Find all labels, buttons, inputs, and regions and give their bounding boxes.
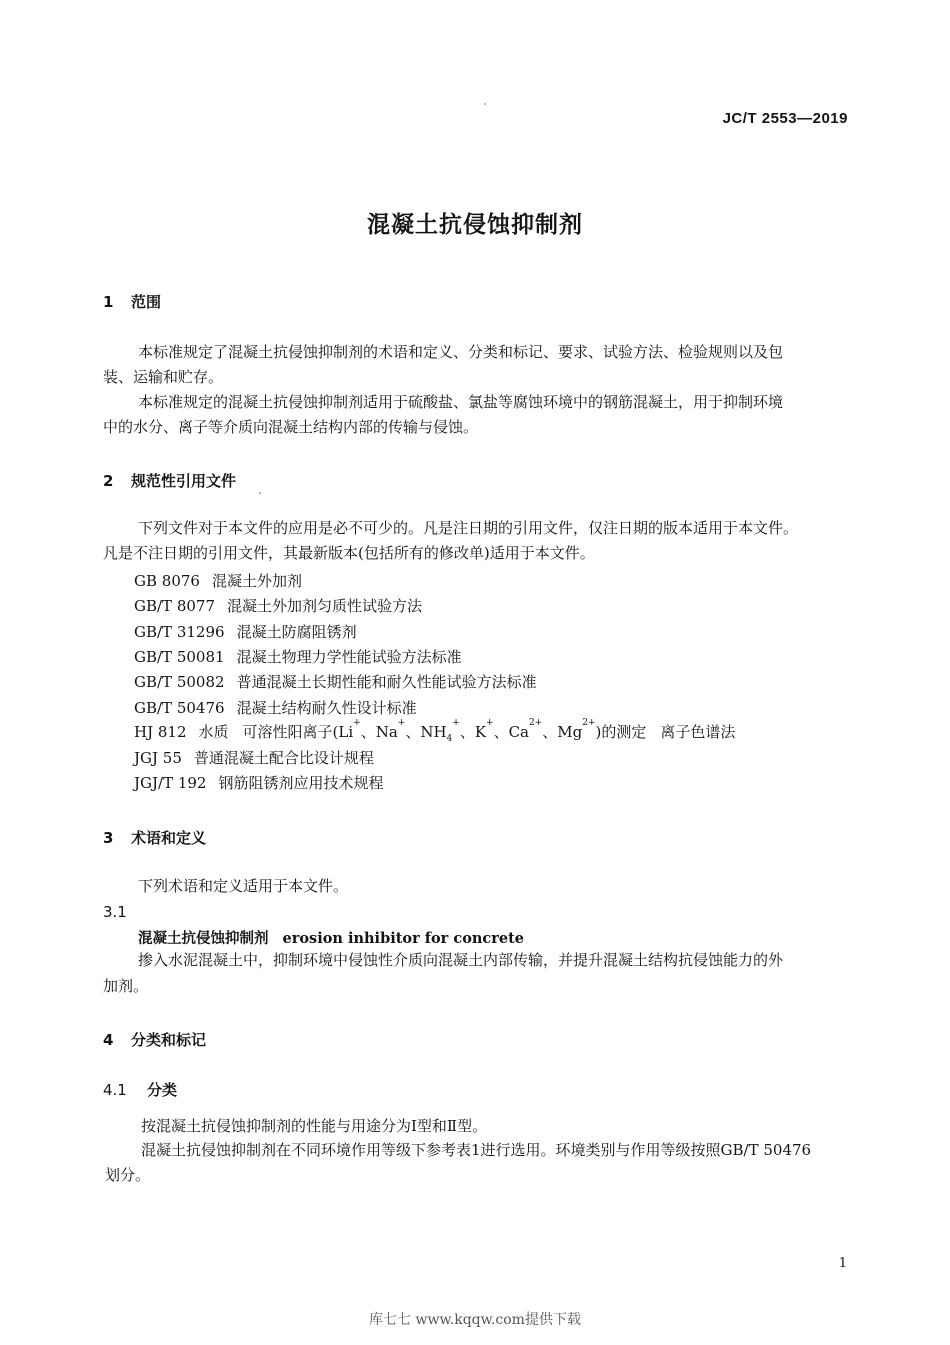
reference-code: GB/T 31296 bbox=[134, 623, 225, 641]
section-number: 3 bbox=[103, 829, 114, 847]
reference-name: 混凝土物理力学性能试验方法标准 bbox=[236, 648, 462, 666]
term-english: erosion inhibitor for concrete bbox=[282, 930, 525, 947]
download-watermark: 库七七 www.kqqw.com提供下载 bbox=[369, 1312, 581, 1328]
reference-item bbox=[134, 646, 462, 667]
reference-code: JGJ/T 192 bbox=[134, 774, 207, 792]
reference-item bbox=[134, 595, 422, 616]
reference-item bbox=[134, 570, 302, 591]
section-title: 范围 bbox=[131, 293, 162, 311]
reference-code: GB 8076 bbox=[134, 572, 200, 590]
reference-name-a: 水质 bbox=[198, 723, 229, 741]
reference-item: HJ 812 水质 可溶性阳离子(Li+、Na+、$NH_4^+$、K+、$Ca^{2+}$、$Mg^{2+}$)的测定 离子色谱法 bbox=[134, 718, 736, 744]
reference-name: 普通混凝土配合比设计规程 bbox=[193, 749, 374, 767]
reference-code: GB/T 50476 bbox=[134, 699, 225, 717]
section-number: 1 bbox=[103, 293, 114, 311]
reference-item bbox=[134, 671, 537, 692]
definition-line: 加剂。 bbox=[103, 977, 149, 995]
paragraph-line: 混凝土抗侵蚀抑制剂在不同环境作用等级下参考表1进行选用。环境类别与作用等级按照GB/T 50476 bbox=[141, 1141, 812, 1159]
section-title: 分类和标记 bbox=[131, 1031, 207, 1049]
section-4-heading bbox=[103, 1029, 206, 1050]
clause-number: 3.1 bbox=[103, 903, 127, 921]
paragraph-line: 划分。 bbox=[105, 1166, 151, 1184]
section-3-heading bbox=[103, 827, 206, 848]
reference-code: JGJ 55 bbox=[134, 749, 182, 767]
paragraph-line: 中的水分、离子等介质向混凝土结构内部的传输与侵蚀。 bbox=[103, 418, 479, 436]
paragraph-line: 本标准规定了混凝土抗侵蚀抑制剂的术语和定义、分类和标记、要求、试验方法、检验规则以及包 bbox=[138, 343, 784, 361]
paragraph-line: 下列文件对于本文件的应用是必不可少的。凡是注日期的引用文件，仅注日期的版本适用于本文件。 bbox=[138, 519, 799, 537]
subsection-title: 分类 bbox=[147, 1081, 178, 1099]
reference-name-b: 可溶性阳离子(Li bbox=[242, 723, 354, 741]
reference-name: 钢筋阻锈剂应用技术规程 bbox=[218, 774, 384, 792]
reference-code: GB/T 50082 bbox=[134, 673, 225, 691]
section-title: 规范性引用文件 bbox=[131, 472, 237, 490]
section-number: 4 bbox=[103, 1031, 114, 1049]
reference-item bbox=[134, 621, 357, 642]
section-2-heading bbox=[103, 470, 236, 491]
term-chinese: 混凝土抗侵蚀抑制剂 bbox=[138, 931, 269, 947]
reference-name-c: 离子色谱法 bbox=[660, 723, 736, 741]
definition-line: 掺入水泥混凝土中，抑制环境中侵蚀性介质向混凝土内部传输，并提升混凝土结构抗侵蚀能力的外 bbox=[138, 951, 784, 969]
term-entry bbox=[138, 927, 524, 948]
paragraph-line: 装、运输和贮存。 bbox=[103, 368, 224, 386]
section-1-heading bbox=[103, 291, 161, 312]
subsection-number: 4.1 bbox=[103, 1081, 127, 1099]
reference-name: 混凝土防腐阻锈剂 bbox=[236, 623, 357, 641]
reference-name: 混凝土外加剂 bbox=[211, 572, 302, 590]
subsection-4-1-heading bbox=[103, 1079, 177, 1100]
reference-code: GB/T 50081 bbox=[134, 648, 225, 666]
reference-name: 混凝土结构耐久性设计标准 bbox=[236, 699, 417, 717]
paragraph-line: 按混凝土抗侵蚀抑制剂的性能与用途分为Ⅰ型和Ⅱ型。 bbox=[141, 1117, 488, 1135]
reference-code: GB/T 8077 bbox=[134, 597, 216, 615]
page-number: 1 bbox=[838, 1256, 847, 1271]
reference-code: HJ 812 bbox=[134, 723, 187, 741]
scan-speck bbox=[484, 103, 486, 105]
section-number: 2 bbox=[103, 472, 114, 490]
reference-item bbox=[134, 772, 383, 793]
paragraph-line: 下列术语和定义适用于本文件。 bbox=[138, 877, 349, 895]
reference-item bbox=[134, 747, 374, 768]
paragraph-line: 凡是不注日期的引用文件，其最新版本(包括所有的修改单)适用于本文件。 bbox=[103, 544, 595, 562]
paragraph-line: 本标准规定的混凝土抗侵蚀抑制剂适用于硫酸盐、氯盐等腐蚀环境中的钢筋混凝土，用于抑制环境 bbox=[138, 393, 784, 411]
standard-code: JC/T 2553—2019 bbox=[722, 110, 848, 127]
scan-speck: . bbox=[258, 483, 262, 497]
reference-name: 混凝土外加剂匀质性试验方法 bbox=[227, 597, 423, 615]
reference-name: 普通混凝土长期性能和耐久性能试验方法标准 bbox=[236, 673, 537, 691]
reference-item bbox=[134, 697, 417, 718]
section-title: 术语和定义 bbox=[131, 829, 207, 847]
document-title: 混凝土抗侵蚀抑制剂 bbox=[367, 212, 583, 238]
